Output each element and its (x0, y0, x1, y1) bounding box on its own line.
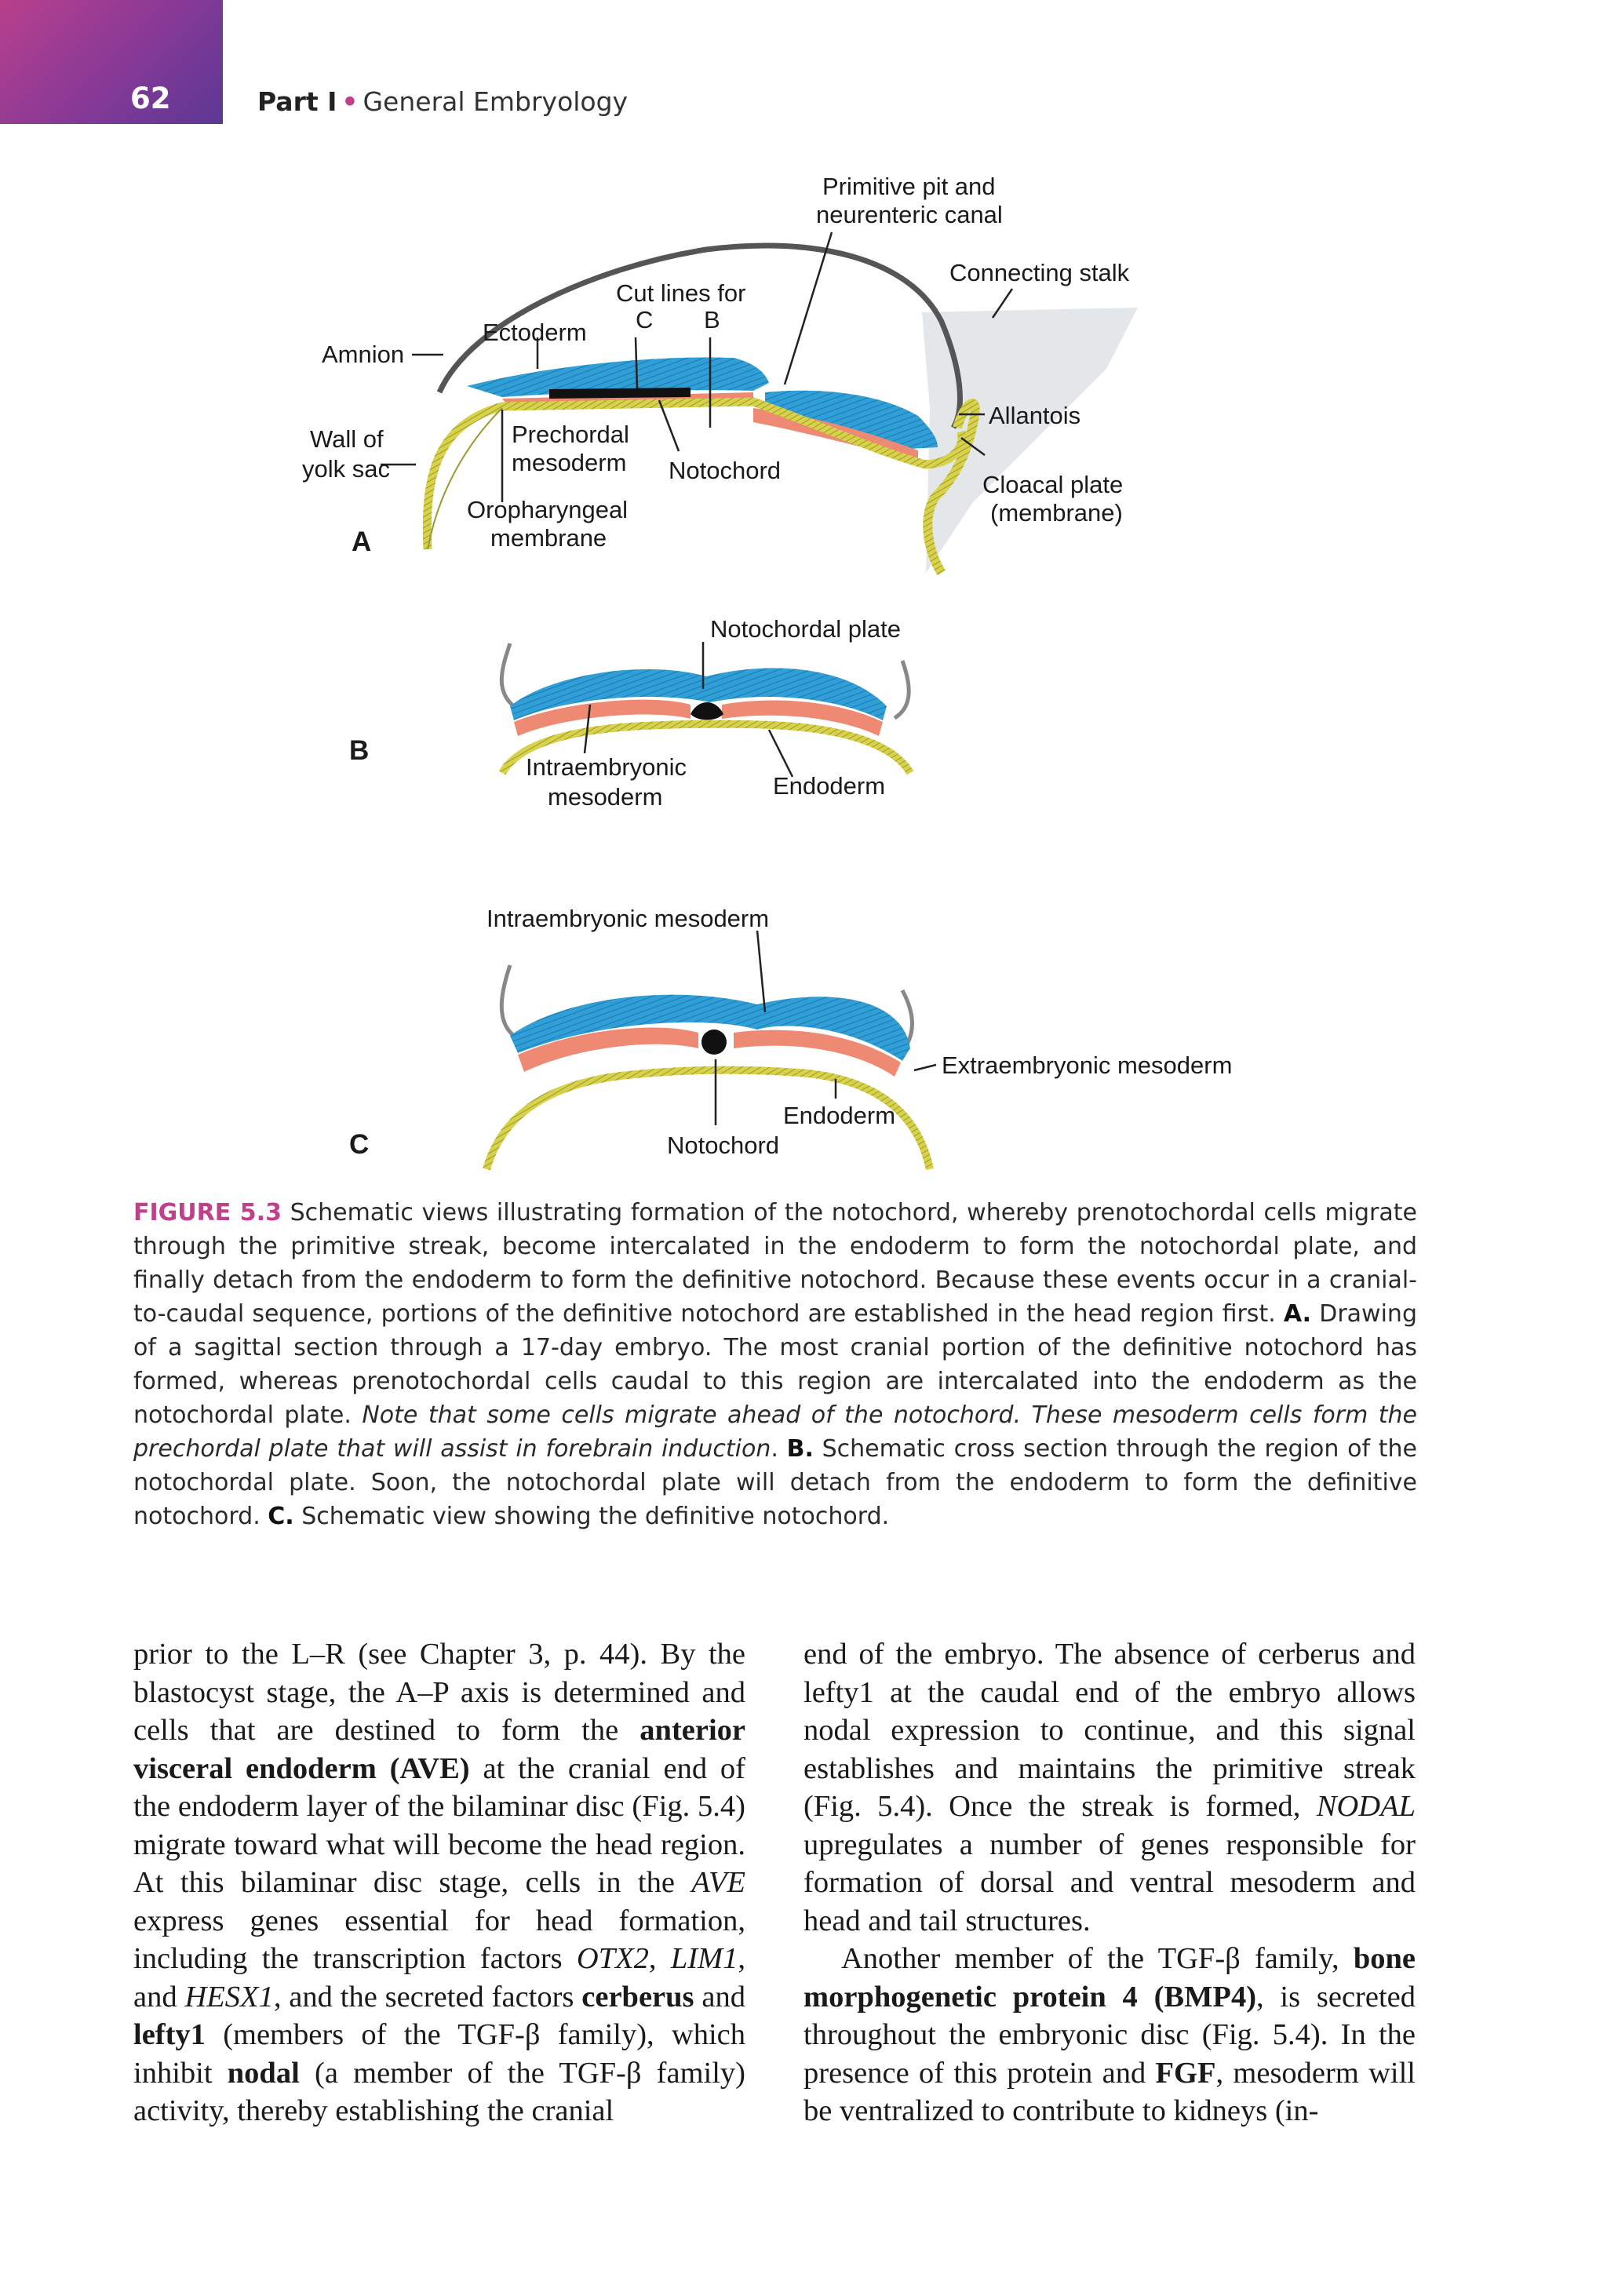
label-connecting-stalk: Connecting stalk (949, 259, 1130, 286)
label-cut-c: C (636, 306, 654, 333)
body-text: , (648, 1942, 671, 1975)
label-cut-b: B (704, 306, 720, 333)
gene-name: NODAL (1316, 1790, 1416, 1823)
label-wall-yolk-2: yolk sac (302, 455, 390, 483)
running-head-part: Part I (257, 86, 337, 117)
label-cloacal-1: Cloacal plate (982, 471, 1124, 498)
label-oropharyngeal-2: membrane (490, 524, 607, 552)
paragraph (133, 1635, 745, 2130)
caption-ref-c: C. (268, 1503, 294, 1530)
label-primitive-pit-1: Primitive pit and (822, 173, 996, 200)
gene-name: AVE (691, 1866, 745, 1899)
label-notochord-c: Notochord (667, 1132, 780, 1159)
body-text: , mesoderm will be ventralized to contribute to kidneys (in- (804, 2056, 1416, 2127)
connecting-stalk (922, 308, 1138, 573)
body-text: Another member of the TGF-β family, (841, 1942, 1354, 1975)
body-text: express genes essential for head formation, including the transcription factors (133, 1904, 745, 1975)
label-endoderm-c: Endoderm (783, 1102, 896, 1129)
label-cloacal-2: (membrane) (990, 499, 1123, 527)
caption-text: Drawing of a sagittal section through a 17-day embryo. The most cranial portion of the definitive notochord has formed, whereas prenotochordal cells caudal to this region are intercalated into the endoderm as the notochordal plate. (133, 1300, 1417, 1429)
figure-label: FIGURE 5.3 (133, 1199, 282, 1226)
label-prechordal-1: Prechordal (512, 421, 629, 448)
body-text: (a member of the TGF-β family) activity, thereby establishing the cranial (133, 2056, 746, 2127)
gene-name: OTX2 (576, 1942, 649, 1975)
term: FGF (1155, 2056, 1216, 2090)
body-text: , and (133, 1942, 745, 2014)
term: anterior visceral endoderm (AVE) (133, 1714, 745, 1785)
figure-caption (133, 1196, 1417, 1533)
amnion-edge-b-right (895, 661, 909, 718)
caption-ref-a: A. (1283, 1300, 1312, 1328)
notochord-c (701, 1030, 727, 1055)
label-wall-yolk-1: Wall of (310, 425, 384, 453)
panel-letter-c: C (349, 1129, 370, 1160)
panel-a (302, 173, 1138, 573)
caption-italic: Note that some cells migrate ahead of the notochord. These mesoderm cells form the prechordal plate that will assist in forebrain induction (133, 1401, 1417, 1463)
running-head-separator: • (341, 86, 359, 117)
label-prechordal-2: mesoderm (512, 449, 627, 476)
paragraph (804, 1635, 1416, 1940)
label-notochord-a: Notochord (669, 457, 782, 484)
label-ectoderm: Ectoderm (483, 319, 587, 346)
term: lefty1 (133, 2018, 206, 2051)
body-text: prior to the L–R (see Chapter 3, p. 44). By the blastocyst stage, the A–P axis is determined and cells that are destined to form the (133, 1638, 745, 1747)
label-amnion: Amnion (322, 341, 405, 368)
body-column-left (133, 1635, 745, 2130)
term: nodal (227, 2056, 300, 2090)
page-number: 62 (130, 82, 171, 115)
notochordal-plate-b (691, 702, 723, 720)
term: bone morphogenetic protein 4 (BMP4) (804, 1942, 1416, 2014)
label-extraembryonic-mesoderm: Extraembryonic mesoderm (942, 1051, 1233, 1079)
figure-5-3 (0, 157, 1607, 1177)
label-intraembryonic-1: Intraembryonic (526, 753, 687, 781)
notochord-a (549, 388, 691, 399)
body-text: at the cranial end of the endoderm layer of the bilaminar disc (Fig. 5.4) migrate toward what will become the head region. At this bilaminar disc stage, cells in the (133, 1751, 745, 1899)
label-endoderm-b: Endoderm (773, 772, 886, 800)
paragraph (804, 1940, 1416, 2130)
label-cut-lines: Cut lines for (616, 279, 746, 307)
body-column-right (804, 1635, 1416, 2130)
amnion-edge-c-left (501, 965, 514, 1036)
amnion-edge-b-left (501, 643, 514, 706)
label-intraembryonic-2: mesoderm (548, 783, 663, 811)
gene-name: HESX1 (184, 1980, 274, 2014)
label-intraembryonic-mesoderm: Intraembryonic mesoderm (486, 905, 770, 932)
running-head (257, 86, 628, 117)
body-text: and (694, 1980, 745, 2014)
caption-text: . (771, 1435, 787, 1463)
term: cerberus (581, 1980, 694, 2014)
caption-text: Schematic view showing the definitive notochord. (293, 1503, 890, 1530)
caption-ref-b: B. (786, 1435, 814, 1463)
label-notochordal-plate: Notochordal plate (710, 615, 901, 643)
panel-b (349, 615, 910, 811)
label-allantois: Allantois (989, 402, 1081, 429)
running-head-section: General Embryology (363, 86, 629, 117)
page-number-box (0, 0, 223, 124)
label-oropharyngeal-1: Oropharyngeal (467, 496, 629, 523)
caption-text: Schematic views illustrating formation of the notochord, whereby prenotochordal cells migrate through the primitive streak, become intercalated in the endoderm to form the notochordal plate, and finally detach from the endoderm to form the definitive notochord. Because these events occur in a cranial-to-caudal sequence, portions of the definitive notochord are established in the head region first. (133, 1199, 1417, 1328)
panel-letter-b: B (349, 735, 370, 766)
body-text: , is secreted throughout the embryonic disc (Fig. 5.4). In the presence of this protein and (804, 1980, 1416, 2090)
gene-name: LIM1 (670, 1942, 738, 1975)
body-text: upregulates a number of genes responsible for formation of dorsal and ventral mesoderm and head and tail structures. (804, 1828, 1416, 1937)
label-primitive-pit-2: neurenteric canal (816, 201, 1003, 228)
body-text: end of the embryo. The absence of cerberus and lefty1 at the caudal end of the embryo allows nodal expression to continue, and this signal establishes and maintains the primitive streak (Fig. 5.4). Once the streak is formed, (804, 1638, 1416, 1823)
panel-letter-a: A (352, 527, 372, 557)
caption-text: Schematic cross section through the region of the notochordal plate. Soon, the notochordal plate will detach from the endoderm to form the definitive notochord. (133, 1435, 1417, 1530)
panel-c (349, 905, 1232, 1169)
body-text: (members of the TGF-β family), which inhibit (133, 2018, 745, 2090)
body-text: , and the secreted factors (273, 1980, 582, 2014)
